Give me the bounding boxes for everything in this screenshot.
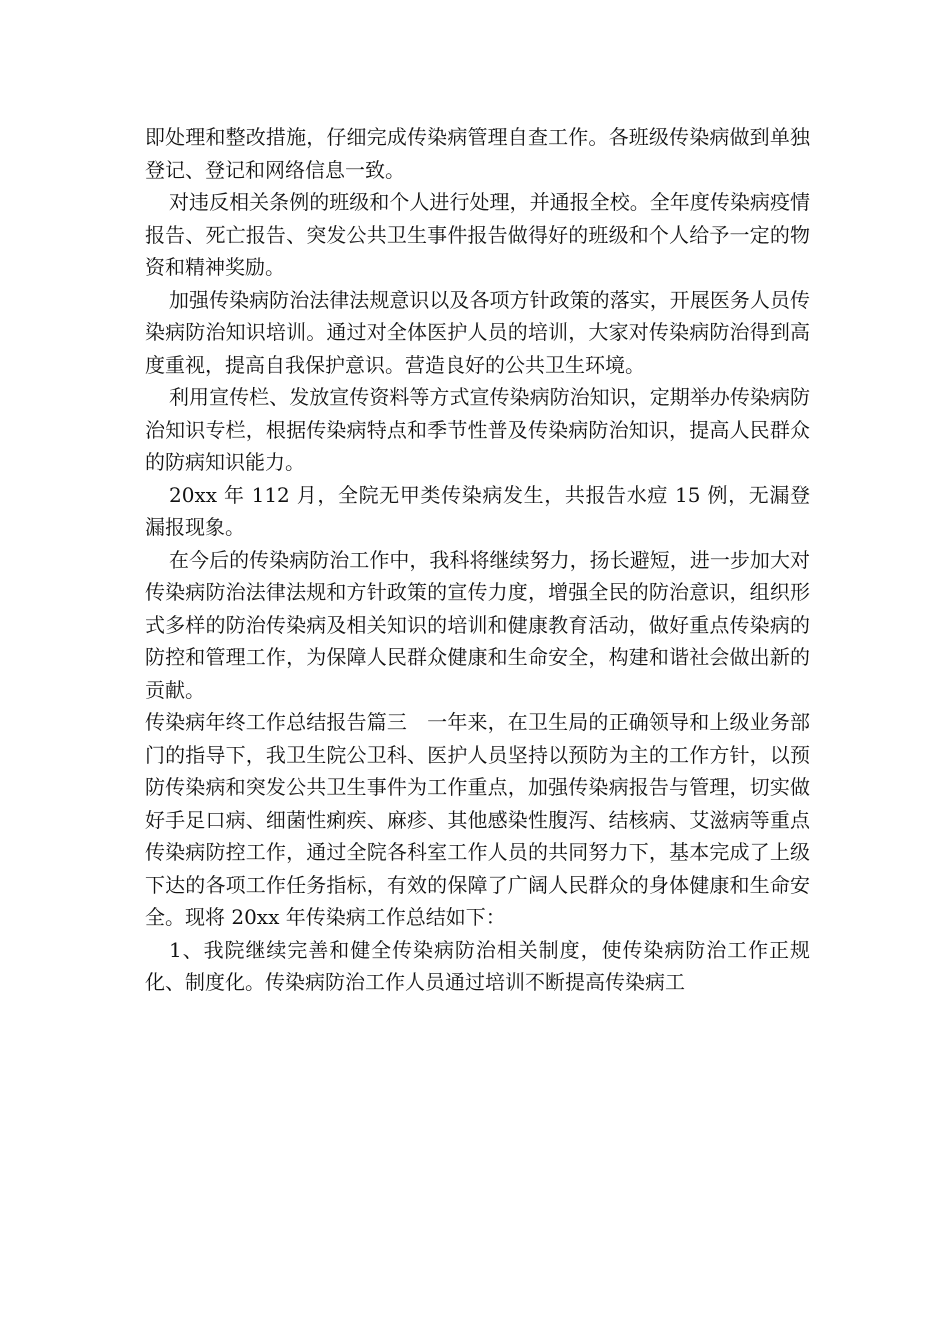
paragraph-7-section-heading: 传染病年终工作总结报告篇三 一年来，在卫生局的正确领导和上级业务部门的指导下，我卫生院公卫科、医护人员坚持以预防为主的工作方针，以预防传染病和突发公共卫生事件为工作重点，加强传染病报告与管理，切实做好手足口病、细菌性痢疾、麻疹、其他感染性腹泻、结核病、艾滋病等重点传染病防控工作，通过全院各科室工作人员的共同努力下，基本完成了上级下达的各项工作任务指标，有效的保障了广阔人民群众的身体健康和生命安全。现将 20xx 年传染病工作总结如下： xyxy=(145,710,810,929)
document-body xyxy=(145,121,810,999)
paragraph-1: 即处理和整改措施，仔细完成传染病管理自查工作。各班级传染病做到单独登记、登记和网络信息一致。 xyxy=(145,125,810,182)
paragraph-3: 加强传染病防治法律法规意识以及各项方针政策的落实，开展医务人员传染病防治知识培训。通过对全体医护人员的培训，大家对传染病防治得到高度重视，提高自我保护意识。营造良好的公共卫生环境。 xyxy=(145,287,810,377)
paragraph-4: 利用宣传栏、发放宣传资料等方式宣传染病防治知识，定期举办传染病防治知识专栏，根据传染病特点和季节性普及传染病防治知识，提高人民群众的防病知识能力。 xyxy=(145,385,810,474)
paragraph-5: 20xx 年 112 月，全院无甲类传染病发生，共报告水痘 15 例，无漏登漏报现象。 xyxy=(145,482,810,539)
paragraph-2: 对违反相关条例的班级和个人进行处理，并通报全校。全年度传染病疫情报告、死亡报告、突发公共卫生事件报告做得好的班级和个人给予一定的物资和精神奖励。 xyxy=(145,190,810,279)
paragraph-8: 1、我院继续完善和健全传染病防治相关制度，使传染病防治工作正规化、制度化。传染病防治工作人员通过培训不断提高传染病工 xyxy=(145,937,810,994)
paragraph-6: 在今后的传染病防治工作中，我科将继续努力，扬长避短，进一步加大对传染病防治法律法规和方针政策的宣传力度，增强全民的防治意识，组织形式多样的防治传染病及相关知识的培训和健康教育活动，做好重点传染病的防控和管理工作，为保障人民群众健康和生命安全，构建和谐社会做出新的贡献。 xyxy=(145,547,810,702)
